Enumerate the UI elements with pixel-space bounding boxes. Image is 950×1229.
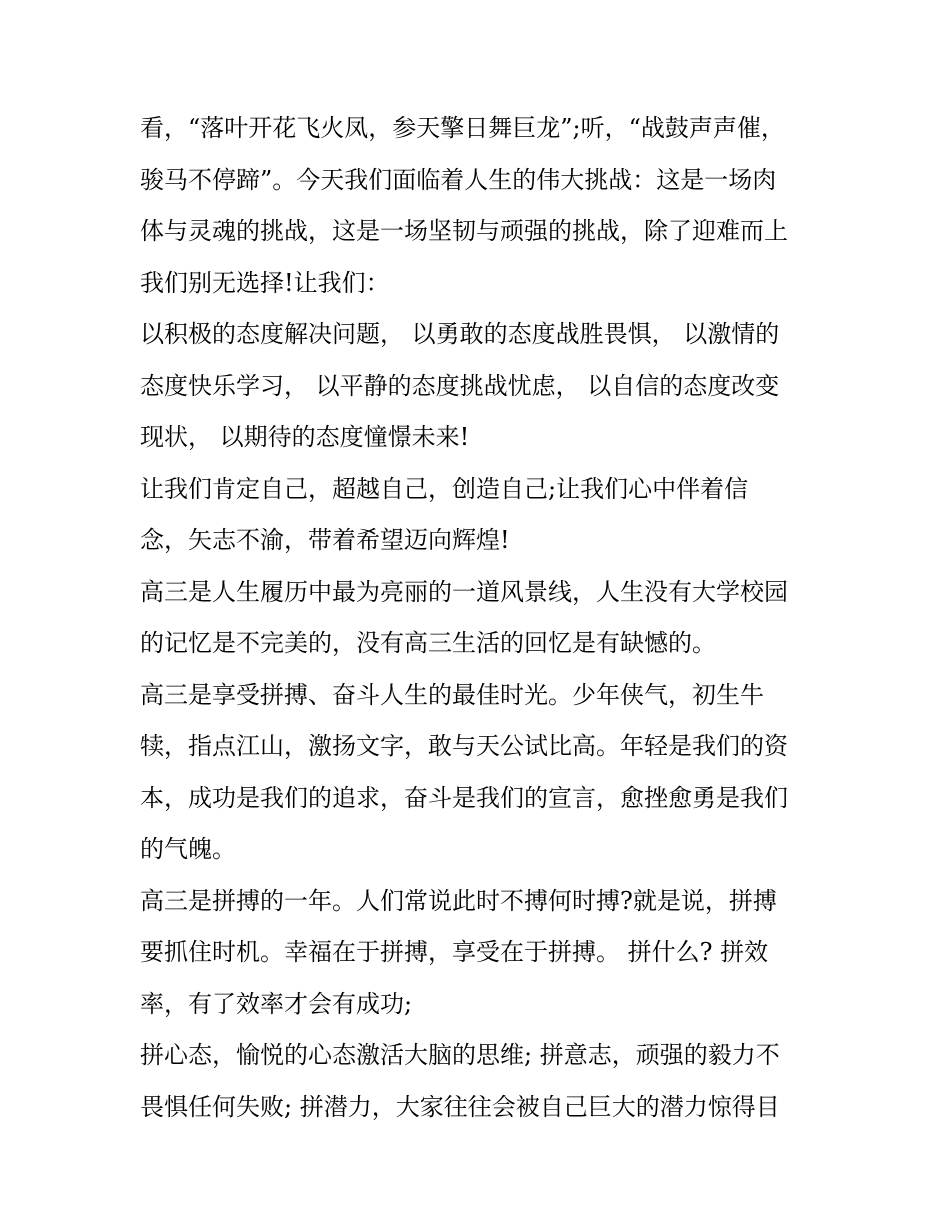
text-line: 的记忆是不完美的，没有高三生活的回忆是有缺憾的。: [140, 629, 716, 657]
text-line: 拼心态，愉悦的心态激活大脑的思维; 拼意志，顽强的毅力不: [140, 1041, 780, 1069]
text-line: 念，矢志不渝，带着希望迈向辉煌!: [140, 526, 510, 554]
text-line: 犊，指点江山，激扬文字，敢与天公试比高。年轻是我们的资: [140, 732, 788, 760]
text-line: 体与灵魂的挑战，这是一场坚韧与顽强的挑战，除了迎难而上: [140, 217, 788, 245]
text-line: 高三是享受拼搏、奋斗人生的最佳时光。少年侠气，初生牛: [140, 680, 764, 709]
text-line: 高三是人生履历中最为亮丽的一道风景线，人生没有大学校园: [140, 577, 788, 606]
text-line: 我们别无选择!让我们：: [140, 268, 390, 297]
text-line: 要抓住时机。幸福在于拼搏，享受在于拼搏。 拼什么? 拼效: [140, 938, 769, 966]
text-line: 骏马不停蹄”。今天我们面临着人生的伟大挑战：这是一场肉: [140, 165, 777, 194]
body-text: [140, 103, 820, 1133]
text-line: 现状， 以期待的态度憧憬未来!: [140, 423, 470, 451]
text-line: 本，成功是我们的追求，奋斗是我们的宣言，愈挫愈勇是我们: [140, 783, 788, 812]
text-line: 畏惧任何失败; 拼潜力，大家往往会被自己巨大的潜力惊得目: [140, 1092, 780, 1121]
text-line: 态度快乐学习， 以平静的态度挑战忧虑， 以自信的态度改变: [140, 371, 780, 400]
text-line: 率，有了效率才会有成功;: [140, 989, 413, 1018]
text-line: 让我们肯定自己，超越自己，创造自己;让我们心中伴着信: [140, 474, 749, 503]
text-line: 以积极的态度解决问题， 以勇敢的态度战胜畏惧， 以激情的: [140, 320, 780, 348]
text-line: 的气魄。: [140, 835, 236, 863]
text-line: 高三是拼搏的一年。人们常说此时不搏何时搏?就是说，拼搏: [140, 886, 777, 915]
text-line: 看，“落叶开花飞火凤，参天擎日舞巨龙”;听，“战鼓声声催，: [140, 114, 785, 142]
